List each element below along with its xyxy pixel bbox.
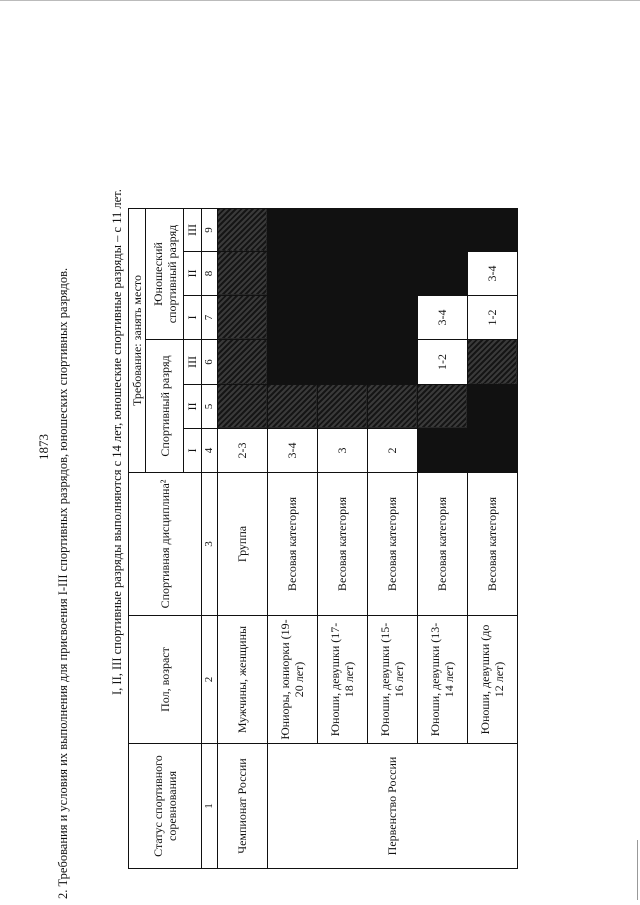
cell-status: Чемпионат России [217,744,267,869]
cell-place-empty [267,296,317,340]
column-number: 8 [201,252,217,296]
cell-place-empty [267,385,317,429]
cell-discipline: Весовая категория [367,473,417,616]
cell-place-empty [367,385,417,429]
column-number: 6 [201,340,217,385]
rank-label: II [184,385,201,429]
header-sport-rank: Спортивный разряд [146,340,184,473]
cell-place-empty [267,340,317,385]
cell-place-empty [267,209,317,252]
cell-place-empty [317,252,367,296]
rank-label: I [184,429,201,473]
cell-place-empty [317,340,367,385]
cell-place-empty [367,340,417,385]
cell-place-empty [467,385,517,429]
cell-place-empty [417,385,467,429]
cell-place: 3-4 [417,296,467,340]
cell-place-empty [267,252,317,296]
cell-place-empty [367,209,417,252]
cell-gender-age: Мужчины, женщины [217,616,267,744]
cell-gender-age: Юниоры, юниорки (19-20 лет) [267,616,317,744]
cell-place-empty [367,296,417,340]
cell-place-empty [417,209,467,252]
cell-place-empty [217,252,267,296]
cell-place-empty [467,340,517,385]
rank-label: III [184,340,201,385]
cell-place: 3-4 [467,252,517,296]
cell-place: 1-2 [417,340,467,385]
cell-discipline: Весовая категория [467,473,517,616]
cell-place-empty [217,340,267,385]
column-number: 2 [201,616,217,744]
cell-place-empty [317,209,367,252]
cell-place: 2 [367,429,417,473]
requirements-table [128,208,518,869]
cell-gender-age: Юноши, девушки (13-14 лет) [417,616,467,744]
cell-discipline: Весовая категория [317,473,367,616]
cell-place-empty [417,429,467,473]
cell-discipline: Весовая категория [267,473,317,616]
cell-gender-age: Юноши, девушки (до 12 лет) [467,616,517,744]
cell-discipline: Группа [217,473,267,616]
section-heading: 2. Требования и условия их выполнения для присвоения I-III спортивных разрядов, юношеских спортивных разрядов. [56,267,70,899]
rank-label: I [184,296,201,340]
rank-label: III [184,209,201,252]
cell-status: Первенство России [267,744,517,869]
cell-gender-age: Юноши, девушки (17-18 лет) [317,616,367,744]
cell-discipline: Весовая категория [417,473,467,616]
cell-place-empty [467,429,517,473]
rank-label: II [184,252,201,296]
header-gender-age: Пол, возраст [129,616,202,744]
cell-gender-age: Юноши, девушки (15-16 лет) [367,616,417,744]
cell-place: 3-4 [267,429,317,473]
table-caption: I, II, III спортивные разряды выполняются с 14 лет, юношеские спортивные разряды – с 11 лет. [110,189,124,695]
cell-place-empty [417,252,467,296]
header-status: Статус спортивного соревнования [129,744,202,869]
header-discipline: Спортивная дисциплина² [129,473,202,616]
cell-place-empty [217,209,267,252]
column-number: 9 [201,209,217,252]
cell-place-empty [467,209,517,252]
page-number: 1873 [36,434,51,460]
cell-place-empty [217,385,267,429]
cell-place-empty [317,385,367,429]
cell-place: 3 [317,429,367,473]
column-number: 5 [201,385,217,429]
header-youth-rank: Юношеский спортивный разряд [146,209,184,340]
cell-place-empty [217,296,267,340]
column-number: 4 [201,429,217,473]
header-requirement: Требование: занять место [129,209,146,473]
cell-place-empty [317,296,367,340]
column-number: 1 [201,744,217,869]
cell-place-empty [367,252,417,296]
cell-place: 1-2 [467,296,517,340]
column-number: 3 [201,473,217,616]
cell-place: 2-3 [217,429,267,473]
column-number: 7 [201,296,217,340]
